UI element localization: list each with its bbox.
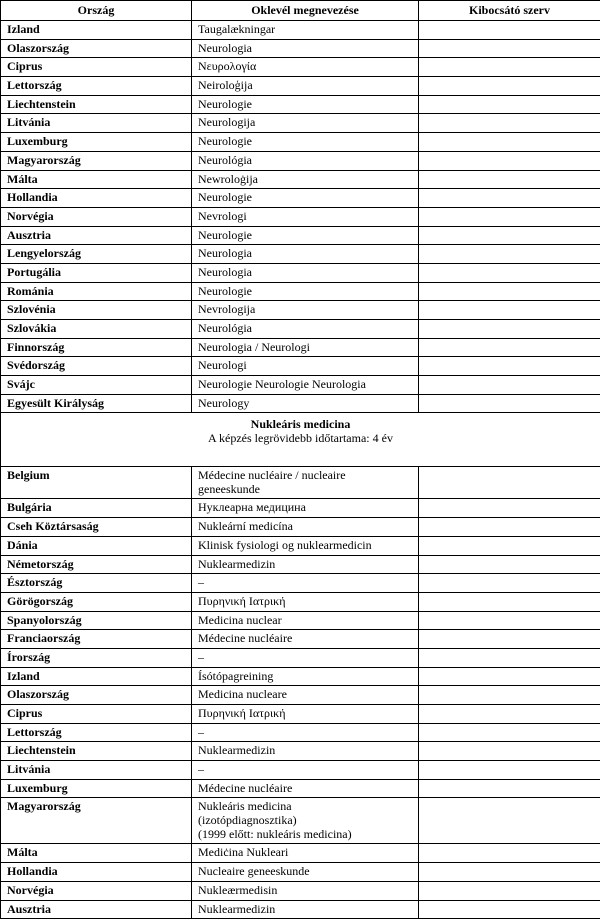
- table-row: [1, 301, 600, 320]
- diploma-line: Médecine nucléaire: [198, 780, 293, 795]
- country-cell: Litvánia: [1, 761, 192, 780]
- country-cell: Magyarország: [1, 798, 192, 844]
- table-row: [1, 467, 600, 499]
- country-cell: Norvégia: [1, 207, 192, 226]
- diploma-line: –: [198, 575, 204, 590]
- diploma-cell: [192, 798, 419, 844]
- diploma-cell: Nevrologija: [192, 301, 419, 320]
- diploma-line: –: [198, 762, 204, 777]
- country-cell: Izland: [1, 667, 192, 686]
- issuer-cell: [419, 648, 600, 667]
- diploma-cell: [192, 761, 419, 780]
- country-cell: Olaszország: [1, 39, 192, 58]
- diploma-line: Nukleáris medicina: [198, 799, 292, 814]
- table-row: [1, 723, 600, 742]
- diploma-cell: [192, 844, 419, 863]
- table-row: [1, 151, 600, 170]
- country-cell: Észtország: [1, 574, 192, 593]
- issuer-cell: [419, 21, 600, 40]
- table-row: [1, 338, 600, 357]
- diploma-cell: Neiroloģija: [192, 77, 419, 96]
- diploma-cell: [192, 592, 419, 611]
- table-row: [1, 630, 600, 649]
- diploma-cell: [192, 611, 419, 630]
- country-cell: Portugália: [1, 263, 192, 282]
- nuclear-medicine-section: [1, 413, 600, 467]
- table-row: [1, 611, 600, 630]
- diploma-cell: Neurologie: [192, 226, 419, 245]
- diploma-line: (izotópdiagnosztika): [198, 813, 297, 828]
- table-row: [1, 574, 600, 593]
- issuer-cell: [419, 263, 600, 282]
- diploma-cell: Neurologie: [192, 95, 419, 114]
- issuer-cell: [419, 226, 600, 245]
- diploma-line: Nucleaire geneeskunde: [198, 864, 310, 879]
- country-cell: Románia: [1, 282, 192, 301]
- diploma-line: –: [198, 724, 204, 739]
- country-cell: Luxemburg: [1, 779, 192, 798]
- section-header: [1, 413, 600, 467]
- section-title: Nukleáris medicina: [250, 417, 351, 432]
- country-cell: Finnország: [1, 338, 192, 357]
- issuer-cell: [419, 863, 600, 882]
- issuer-cell: [419, 301, 600, 320]
- table-row: [1, 245, 600, 264]
- issuer-cell: [419, 151, 600, 170]
- issuer-cell: [419, 686, 600, 705]
- table-row: [1, 742, 600, 761]
- issuer-cell: [419, 467, 600, 499]
- diploma-cell: [192, 499, 419, 518]
- diploma-cell: Neurologi: [192, 357, 419, 376]
- issuer-cell: [419, 499, 600, 518]
- table-row: [1, 357, 600, 376]
- issuer-cell: [419, 667, 600, 686]
- issuer-cell: [419, 798, 600, 844]
- diploma-cell: Neurology: [192, 394, 419, 413]
- diploma-cell: Neurologie: [192, 133, 419, 152]
- table-row: [1, 39, 600, 58]
- issuer-cell: [419, 742, 600, 761]
- country-cell: Liechtenstein: [1, 95, 192, 114]
- country-cell: Egyesült Királyság: [1, 394, 192, 413]
- country-cell: Olaszország: [1, 686, 192, 705]
- issuer-cell: [419, 705, 600, 724]
- table-row: [1, 667, 600, 686]
- table-row: [1, 58, 600, 77]
- diploma-cell: Neurologia / Neurologi: [192, 338, 419, 357]
- diploma-cell: Neurológia: [192, 320, 419, 339]
- diploma-line: Medicina nucleare: [198, 687, 287, 702]
- diploma-cell: [192, 467, 419, 499]
- country-cell: Hollandia: [1, 863, 192, 882]
- issuer-cell: [419, 133, 600, 152]
- issuer-cell: [419, 723, 600, 742]
- issuer-cell: [419, 114, 600, 133]
- issuer-cell: [419, 630, 600, 649]
- issuer-cell: [419, 592, 600, 611]
- issuer-cell: [419, 536, 600, 555]
- issuer-cell: [419, 39, 600, 58]
- issuer-cell: [419, 779, 600, 798]
- table-row: [1, 900, 600, 919]
- diploma-line: Nukleærmedisin: [198, 882, 278, 897]
- section-subtitle: A képzés legrövidebb időtartama: 4 év: [208, 431, 393, 446]
- country-cell: Málta: [1, 170, 192, 189]
- diploma-line: Mediċina Nukleari: [198, 845, 289, 860]
- diploma-cell: [192, 555, 419, 574]
- diploma-cell: Nevrologi: [192, 207, 419, 226]
- diploma-line: Klinisk fysiologi og nuklearmedicin: [198, 537, 372, 552]
- country-cell: Ausztria: [1, 226, 192, 245]
- section-header-row: [1, 413, 600, 467]
- table-row: [1, 133, 600, 152]
- issuer-cell: [419, 58, 600, 77]
- column-header-country: Ország: [1, 1, 192, 21]
- table-row: [1, 21, 600, 40]
- table-header-row: [1, 1, 600, 21]
- country-cell: Lettország: [1, 723, 192, 742]
- table-row: [1, 170, 600, 189]
- diploma-line: –: [198, 649, 204, 664]
- issuer-cell: [419, 900, 600, 919]
- country-cell: Ausztria: [1, 900, 192, 919]
- diploma-cell: Neurologie Neurologie Neurologia: [192, 376, 419, 395]
- country-cell: Magyarország: [1, 151, 192, 170]
- country-cell: Luxemburg: [1, 133, 192, 152]
- issuer-cell: [419, 245, 600, 264]
- table-row: [1, 394, 600, 413]
- column-header-diploma: Oklevél megnevezése: [192, 1, 419, 21]
- diploma-cell: [192, 723, 419, 742]
- table-row: [1, 536, 600, 555]
- diploma-line: (1999 előtt: nukleáris medicina): [198, 827, 352, 842]
- issuer-cell: [419, 518, 600, 537]
- diploma-cell: [192, 518, 419, 537]
- table-row: [1, 189, 600, 208]
- issuer-cell: [419, 95, 600, 114]
- table-row: [1, 518, 600, 537]
- country-cell: Svájc: [1, 376, 192, 395]
- country-cell: Izland: [1, 21, 192, 40]
- country-cell: Hollandia: [1, 189, 192, 208]
- table-row: [1, 95, 600, 114]
- country-cell: Svédország: [1, 357, 192, 376]
- diploma-line: Nukleární medicína: [198, 519, 293, 534]
- issuer-cell: [419, 77, 600, 96]
- diploma-cell: [192, 648, 419, 667]
- table-row: [1, 779, 600, 798]
- diploma-line: Нуклеарна медицина: [198, 500, 306, 515]
- issuer-cell: [419, 574, 600, 593]
- country-cell: Belgium: [1, 467, 192, 499]
- diploma-line: Médecine nucléaire: [198, 631, 293, 646]
- table-row: [1, 282, 600, 301]
- diploma-cell: Νευρολογία: [192, 58, 419, 77]
- diploma-line: Πυρηνική Ιατρική: [198, 706, 286, 720]
- issuer-cell: [419, 189, 600, 208]
- diploma-cell: Neurologie: [192, 282, 419, 301]
- diploma-cell: Neurologia: [192, 39, 419, 58]
- column-header-issuer: Kibocsátó szerv: [419, 1, 600, 21]
- issuer-cell: [419, 282, 600, 301]
- table-row: [1, 881, 600, 900]
- country-cell: Szlovénia: [1, 301, 192, 320]
- issuer-cell: [419, 170, 600, 189]
- country-cell: Málta: [1, 844, 192, 863]
- issuer-cell: [419, 357, 600, 376]
- country-cell: Görögország: [1, 592, 192, 611]
- diploma-cell: [192, 536, 419, 555]
- table-row: [1, 226, 600, 245]
- diploma-cell: [192, 705, 419, 724]
- country-cell: Liechtenstein: [1, 742, 192, 761]
- table-row: [1, 499, 600, 518]
- issuer-cell: [419, 555, 600, 574]
- table-row: [1, 263, 600, 282]
- issuer-cell: [419, 761, 600, 780]
- diploma-cell: [192, 742, 419, 761]
- diploma-line: Ísótópagreining: [198, 668, 274, 683]
- issuer-cell: [419, 338, 600, 357]
- diploma-cell: [192, 881, 419, 900]
- diploma-line: Nuklearmedizin: [198, 901, 276, 916]
- issuer-cell: [419, 881, 600, 900]
- issuer-cell: [419, 844, 600, 863]
- table-row: [1, 114, 600, 133]
- country-cell: Litvánia: [1, 114, 192, 133]
- table-row: [1, 844, 600, 863]
- diploma-cell: Newroloġija: [192, 170, 419, 189]
- country-cell: Ciprus: [1, 705, 192, 724]
- table-row: [1, 705, 600, 724]
- issuer-cell: [419, 376, 600, 395]
- diploma-cell: Taugalækningar: [192, 21, 419, 40]
- diploma-cell: [192, 863, 419, 882]
- diploma-line: Nuklearmedizin: [198, 743, 276, 758]
- diploma-line: Medicina nuclear: [198, 612, 282, 627]
- country-cell: Ciprus: [1, 58, 192, 77]
- issuer-cell: [419, 207, 600, 226]
- country-cell: Lettország: [1, 77, 192, 96]
- table-row: [1, 77, 600, 96]
- country-cell: Dánia: [1, 536, 192, 555]
- country-cell: Spanyolország: [1, 611, 192, 630]
- table-row: [1, 686, 600, 705]
- country-cell: Szlovákia: [1, 320, 192, 339]
- diploma-cell: [192, 667, 419, 686]
- diploma-line: Médecine nucléaire / nucleaire: [198, 468, 346, 483]
- issuer-cell: [419, 320, 600, 339]
- diploma-cell: [192, 574, 419, 593]
- table-row: [1, 863, 600, 882]
- diploma-cell: Neurologia: [192, 245, 419, 264]
- table-row: [1, 207, 600, 226]
- diploma-cell: Neurologie: [192, 189, 419, 208]
- diploma-line: Nuklearmedizin: [198, 556, 276, 571]
- diploma-cell: [192, 779, 419, 798]
- diploma-line: Πυρηνική Ιατρική: [198, 593, 286, 608]
- country-cell: Írország: [1, 648, 192, 667]
- country-cell: Bulgária: [1, 499, 192, 518]
- neurology-rows: [1, 21, 600, 413]
- table-row: [1, 761, 600, 780]
- diploma-cell: Neurológia: [192, 151, 419, 170]
- country-cell: Németország: [1, 555, 192, 574]
- table-row: [1, 798, 600, 844]
- diploma-cell: Neurologija: [192, 114, 419, 133]
- table-row: [1, 592, 600, 611]
- country-cell: Cseh Köztársaság: [1, 518, 192, 537]
- country-cell: Franciaország: [1, 630, 192, 649]
- diploma-line: geneeskunde: [198, 482, 260, 497]
- country-cell: Lengyelország: [1, 245, 192, 264]
- diploma-cell: [192, 630, 419, 649]
- issuer-cell: [419, 394, 600, 413]
- diploma-cell: Neurologia: [192, 263, 419, 282]
- table-row: [1, 376, 600, 395]
- country-cell: Norvégia: [1, 881, 192, 900]
- table-row: [1, 555, 600, 574]
- table-row: [1, 320, 600, 339]
- diploma-cell: [192, 686, 419, 705]
- issuer-cell: [419, 611, 600, 630]
- table-row: [1, 648, 600, 667]
- nuclear-medicine-rows: [1, 467, 600, 919]
- diploma-cell: [192, 900, 419, 919]
